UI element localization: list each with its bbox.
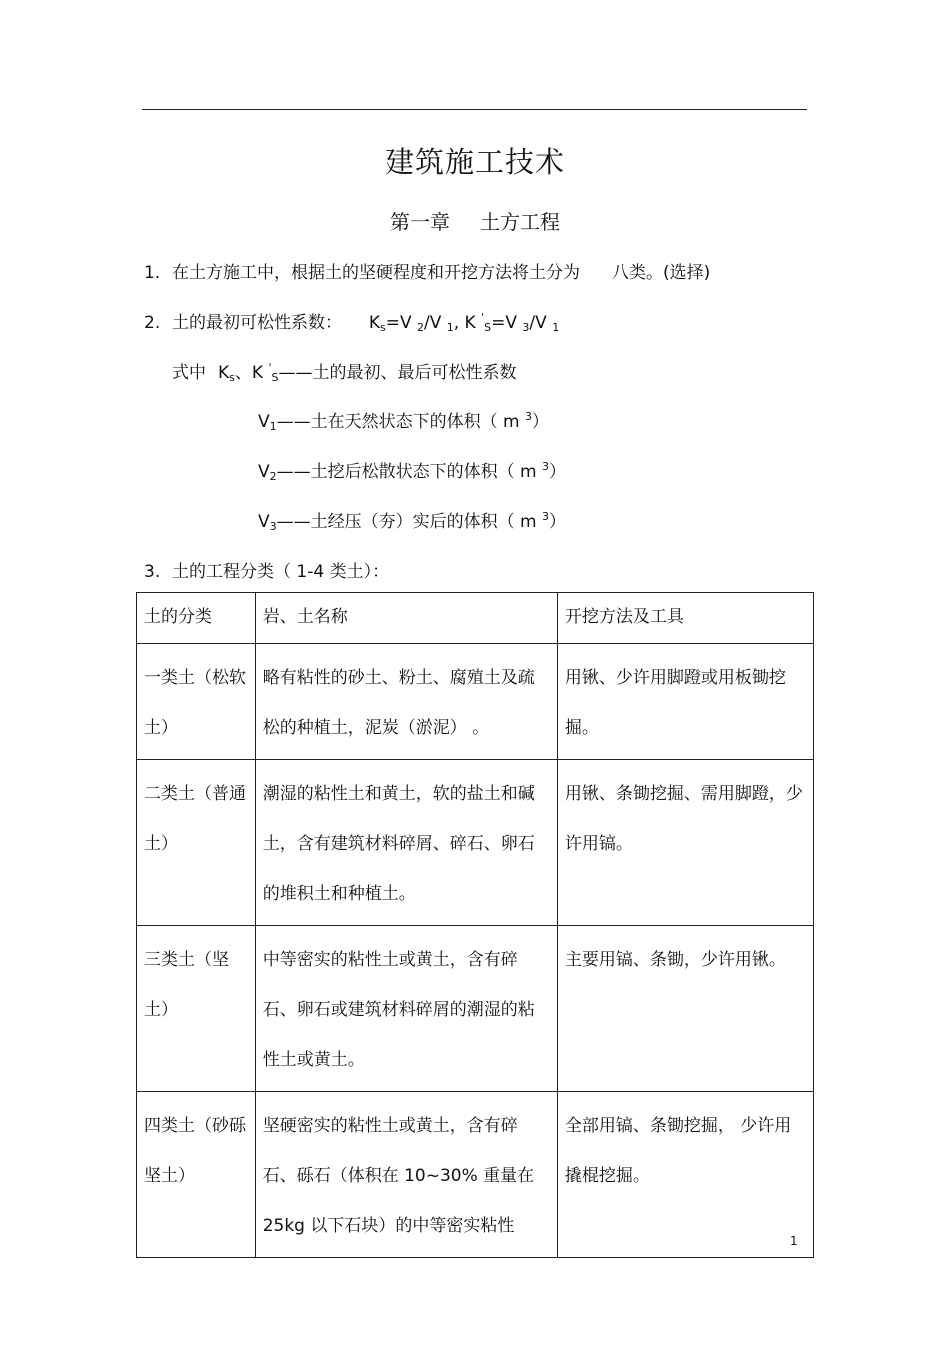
chapter-heading	[0, 206, 950, 235]
v1-definition: $V_1——$土在天然状态下的体积（ m $^3$）	[258, 410, 550, 433]
chapter-number: 第一章	[390, 210, 450, 234]
table-row	[137, 926, 814, 1092]
item-1-text: 在土方施工中，根据土的坚硬程度和开挖方法将土分为	[172, 263, 580, 283]
item-2: 2. 土的最初可松性系数： $K_s=V$ $_2$/V $_1$, K '$_S$=V $_3$/V $_1$	[144, 311, 560, 334]
table-cell: 坚硬密实的粘性土或黄土，含有碎石、砾石（体积在 10~30% 重量在 25kg 以下石块）的中等密实粘性	[255, 1092, 557, 1258]
item-2-text: 土的最初可松性系数：	[172, 313, 342, 333]
table-row	[137, 760, 814, 926]
item-1-tail: 八类。(选择)	[612, 263, 711, 283]
header-cell: 岩、土名称	[255, 593, 557, 644]
v2-definition: $V_2——$土挖后松散状态下的体积（ m $^3$）	[258, 460, 567, 483]
table-cell: 三类土（坚土）	[137, 926, 256, 1092]
header-cell: 土的分类	[137, 593, 256, 644]
item-3-text: 土的工程分类（ 1-4 类土）：	[172, 562, 390, 582]
chapter-name: 土方工程	[480, 210, 560, 234]
v3-definition: $V_3——$土经压（夯）实后的体积（ m $^3$）	[258, 510, 567, 533]
table-cell: 二类土（普通土）	[137, 760, 256, 926]
loosening-formula: $K_s=V$ $_2$/V $_1$, K '$_S$=V $_3$/V $_1$	[368, 311, 560, 334]
table-row	[137, 644, 814, 760]
document-title: 建筑施工技术	[384, 145, 565, 179]
table-cell: 四类土（砂砾坚土）	[137, 1092, 256, 1258]
header-cell: 开挖方法及工具	[557, 593, 813, 644]
soil-classification-table	[136, 592, 814, 1258]
table-cell: 用锹、少许用脚蹬或用板锄挖掘。	[557, 644, 813, 760]
where-line: 式中 $K_s$、K '$_S$——土的最初、最后可松性系数	[172, 361, 517, 384]
table-cell: 主要用镐、条锄，少许用锹。	[557, 926, 813, 1092]
table-cell: 略有粘性的砂土、粉土、腐殖土及疏松的种植土，泥炭（淤泥） 。	[255, 644, 557, 760]
item-1: 1. 在土方施工中，根据土的坚硬程度和开挖方法将土分为 八类。(选择)	[144, 263, 711, 283]
table-cell: 一类土（松软土）	[137, 644, 256, 760]
item-3: 3. 土的工程分类（ 1-4 类土）：	[144, 562, 390, 582]
table-cell: 全部用镐、条锄挖掘， 少许用撬棍挖掘。	[557, 1092, 813, 1258]
table-cell: 中等密实的粘性土或黄土，含有碎石、卵石或建筑材料碎屑的潮湿的粘性土或黄土。	[255, 926, 557, 1092]
page-number: 1	[790, 1234, 798, 1248]
header-rule	[142, 109, 807, 110]
table-header-row	[137, 593, 814, 644]
table-cell: 潮湿的粘性土和黄土，软的盐土和碱土，含有建筑材料碎屑、碎石、卵石的堆积土和种植土。	[255, 760, 557, 926]
table-row	[137, 1092, 814, 1258]
table-cell: 用锹、条锄挖掘、需用脚蹬，少许用镐。	[557, 760, 813, 926]
